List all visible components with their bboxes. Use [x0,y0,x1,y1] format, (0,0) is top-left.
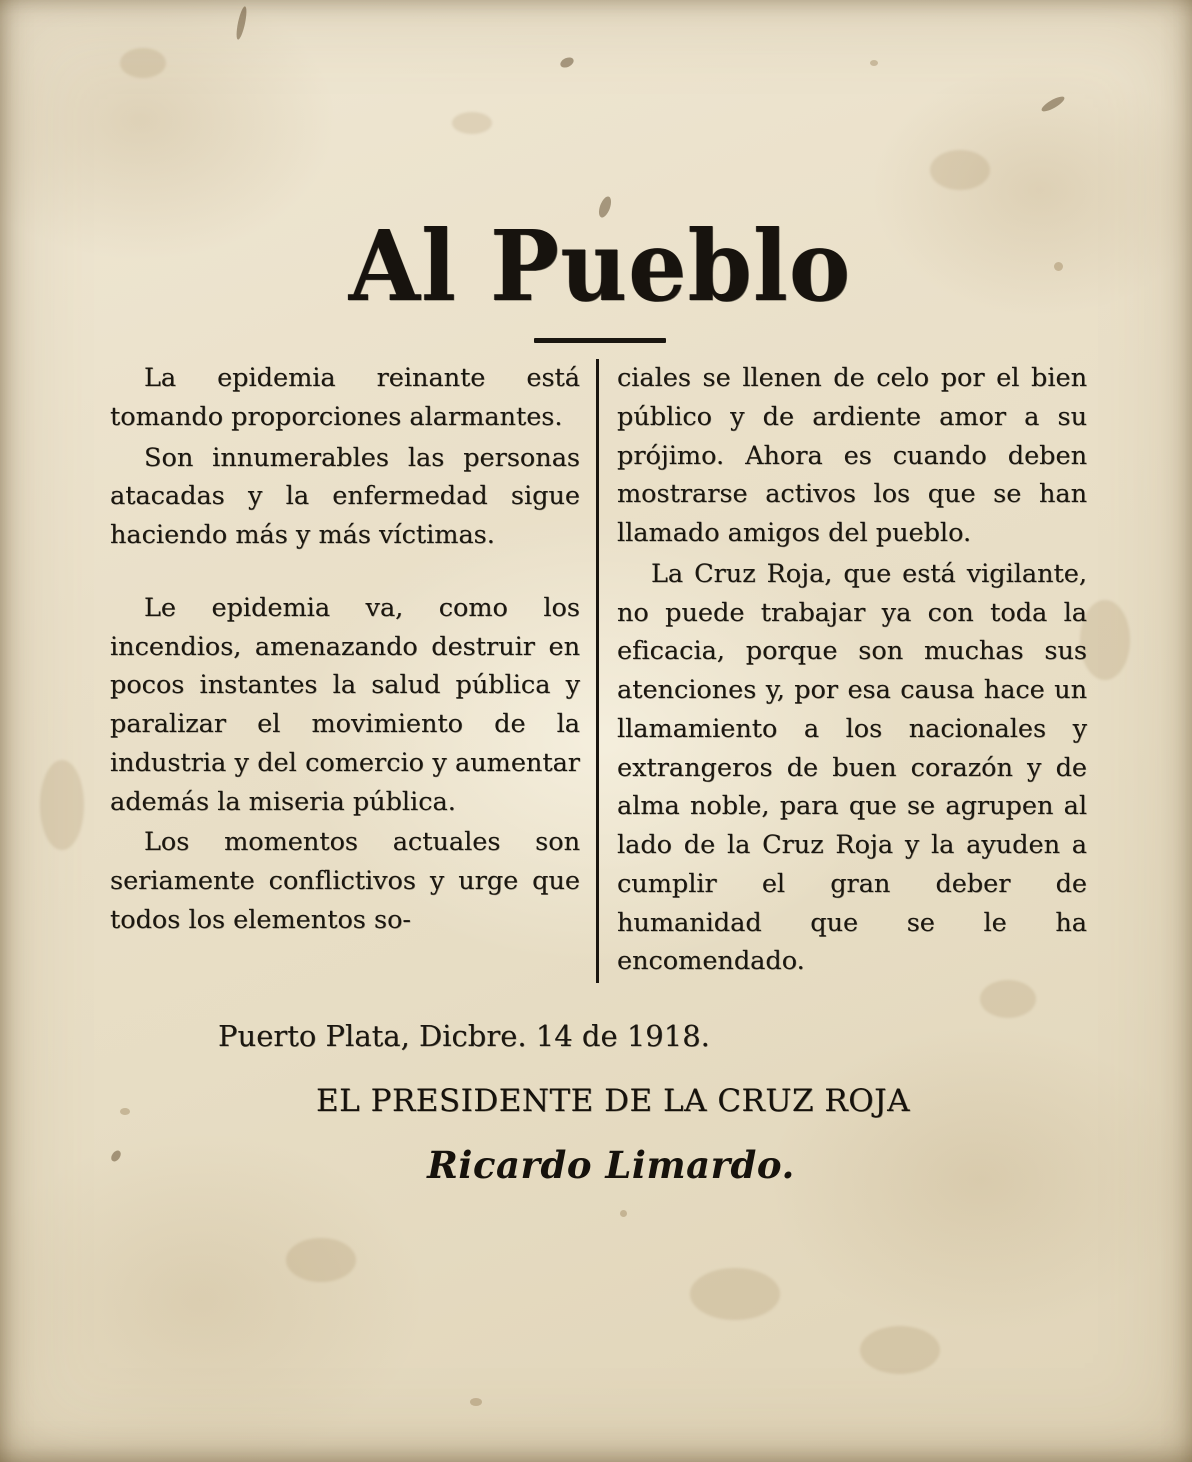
paper-stain [860,1326,940,1374]
paper-stain [286,1238,356,1282]
paragraph: ciales se llenen de celo por el bien público y de ardiente amor a su prójimo. Ahora es cuando deben mostrarse activos los que se han llamado amigos del pueblo. [617,363,1087,548]
paper-stain [470,1398,482,1406]
paper-stain [620,1210,627,1217]
paragraph: Le epidemia va, como los incendios, amenazando destruir en pocos instantes la salud pública y paralizar el movimiento de la industria y del comercio y aumentar además la miseria pública. [110,592,580,817]
paragraph: La Cruz Roja, que está vigilante, no puede trabajar ya con toda la eficacia, porque son muchas sus atenciones y, por esa causa hace un llamamiento a los nacionales y extrangeros de buen corazón y de alma noble, para que se agrupen al lado de la Cruz Roja y la ayuden a cumplir el gran deber de humanidad que se le ha encomendado. [617,558,1087,977]
column-left [110,359,599,983]
broadside-content [110,60,1090,1187]
column-right [599,359,1087,983]
page-title: Al Pueblo [348,208,852,324]
paragraph: Son innumerables las personas atacadas y la enfermedad sigue haciendo más y más víctimas. [110,442,580,550]
signature-name: Ricardo Limardo. [427,1143,795,1187]
paper-stain [235,6,249,41]
paragraph: Los momentos actuales son seriamente conflictivos y urge que todos los elementos so- [110,827,580,935]
text-columns [110,359,1090,983]
paper-stain [690,1268,780,1320]
title-divider-rule [534,338,666,343]
place-and-date: Puerto Plata, Dicbre. 14 de 1918. [218,1019,710,1053]
signer-role: EL PRESIDENTE DE LA CRUZ ROJA [316,1083,910,1119]
paper-stain [40,760,84,850]
paragraph: La epidemia reinante está tomando proporciones alarmantes. [110,363,580,432]
